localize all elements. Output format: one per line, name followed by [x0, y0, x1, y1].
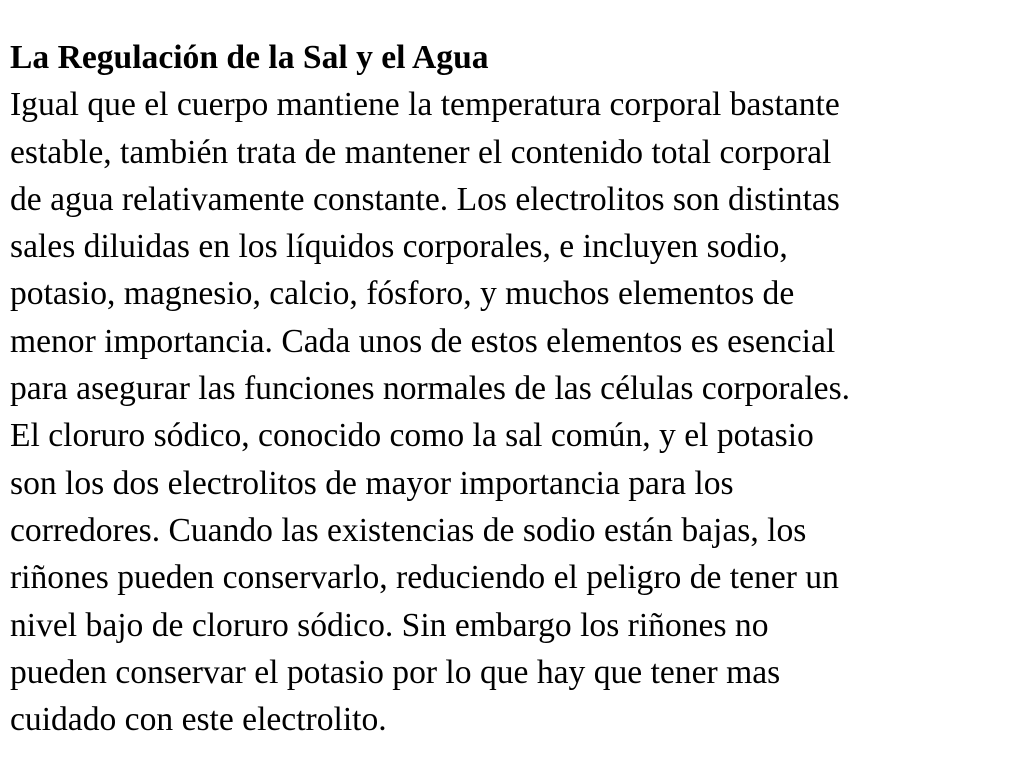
body-line: son los dos electrolitos de mayor importancia para los — [10, 464, 734, 502]
body-line: nivel bajo de cloruro sódico. Sin embargo los riñones no — [10, 606, 769, 644]
body-line: menor importancia. Cada unos de estos elementos es esencial — [10, 322, 836, 360]
body-line: cuidado con este electrolito. — [10, 701, 387, 739]
body-line: riñones pueden conservarlo, reduciendo el peligro de tener un — [10, 559, 839, 597]
body-line: pueden conservar el potasio por lo que hay que tener mas — [10, 653, 781, 691]
slide-content — [10, 34, 1014, 743]
body-line: de agua relativamente constante. Los electrolitos son distintas — [10, 180, 840, 218]
body-line: estable, también trata de mantener el contenido total corporal — [10, 133, 832, 171]
body-line: El cloruro sódico, conocido como la sal común, y el potasio — [10, 417, 814, 455]
slide-title: La Regulación de la Sal y el Agua — [10, 39, 489, 76]
body-line: Igual que el cuerpo mantiene la temperatura corporal bastante — [10, 86, 840, 124]
body-line: para asegurar las funciones normales de las células corporales. — [10, 370, 851, 408]
body-line: corredores. Cuando las existencias de sodio están bajas, los — [10, 511, 807, 549]
body-line: sales diluidas en los líquidos corporales, e incluyen sodio, — [10, 228, 788, 266]
body-text — [10, 81, 1014, 743]
body-line: potasio, magnesio, calcio, fósforo, y muchos elementos de — [10, 275, 795, 313]
